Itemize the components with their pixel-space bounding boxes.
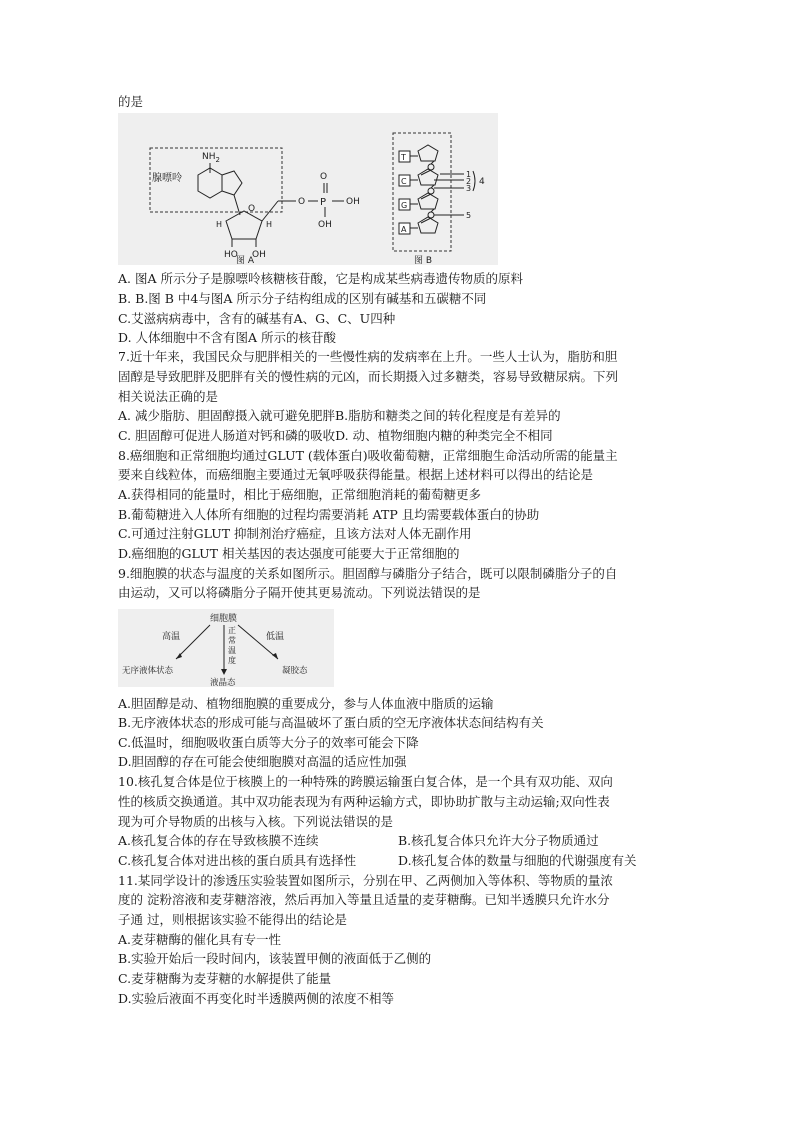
normal-temp-label: 度 xyxy=(228,656,236,665)
phosphorus-label: P xyxy=(320,197,327,208)
liquid-crystal-state: 液晶态 xyxy=(210,678,236,687)
high-temp-label: 高温 xyxy=(162,632,181,642)
figure-b-caption: 图 B xyxy=(414,256,433,265)
q6-option-b: B. B.图 B 中4与图A 所示分子结构组成的区别有碱基和五碳糖不同 xyxy=(118,291,487,306)
q10-option-b: B.核孔复合体只允许大分子物质通过 xyxy=(398,833,599,848)
q11-stem-line: 11.某同学设计的渗透压实验装置如图所示，分别在甲、乙两侧加入等体积、等物质的量浓 xyxy=(118,873,613,888)
q7-options-cd: C. 胆固醇可促进人肠道对钙和磷的吸收D. 动、植物细胞内糖的种类完全不相同 xyxy=(118,428,553,443)
membrane-label: 细胞膜 xyxy=(210,614,238,624)
q8-stem-line: 8.癌细胞和正常细胞均通过GLUT (载体蛋白)吸收葡萄糖，正常细胞生命活动所需的能量主 xyxy=(118,448,618,463)
q10-option-c: C.核孔复合体对进出核的蛋白质具有选择性 xyxy=(118,853,357,868)
q9-stem-line: 9.细胞膜的状态与温度的关系如图所示。胆固醇与磷脂分子结合，既可以限制磷脂分子的自 xyxy=(118,566,618,581)
q10-option-a: A.核孔复合体的存在导致核膜不连续 xyxy=(118,833,319,848)
phosphate-hydroxyl-label: OH xyxy=(346,197,360,207)
normal-temp-label: 正 xyxy=(228,626,236,635)
label-2: 2 xyxy=(466,177,472,186)
base-c-label: C xyxy=(401,177,407,186)
q7-stem-line: 固醇是导致肥胖及肥胖有关的慢性病的元凶，而长期摄入过多糖类，容易导致糖尿病。下列 xyxy=(118,369,619,384)
q11-option-a: A.麦芽糖酶的催化具有专一性 xyxy=(118,932,282,947)
hydroxyl-label: OH xyxy=(252,250,266,260)
q6-option-c: C.艾滋病病毒中，含有的碱基有A、G、C、U四种 xyxy=(118,311,396,326)
gel-state: 凝胶态 xyxy=(282,666,308,676)
q7-options-ab: A. 减少脂肪、胆固醇摄入就可避免肥胖B.脂肪和糖类之间的转化程度是有差异的 xyxy=(118,408,561,423)
q8-option-a: A.获得相同的能量时，相比于癌细胞，正常细胞消耗的葡萄糖更多 xyxy=(118,487,482,502)
label-4: 4 xyxy=(479,177,485,187)
q10-option-d: D.核孔复合体的数量与细胞的代谢强度有关 xyxy=(398,853,637,868)
base-a-label: A xyxy=(401,225,407,234)
hydrogen-label: H xyxy=(216,220,223,229)
ring-oxygen-label: O xyxy=(248,204,256,214)
q8-option-b: B.葡萄糖进入人体所有细胞的过程均需要消耗 ATP 且均需要载体蛋白的协助 xyxy=(118,507,540,522)
q8-option-c: C.可通过注射GLUT 抑制剂治疗癌症，且该方法对人体无副作用 xyxy=(118,526,472,541)
q9-option-d: D.胆固醇的存在可能会使细胞膜对高温的适应性加强 xyxy=(118,754,407,769)
q7-stem-line: 7.近十年来，我国民众与肥胖相关的一些慢性病的发病率在上升。一些人士认为，脂肪和胆 xyxy=(118,349,618,364)
amino-group-label: $NH_2$ xyxy=(202,152,220,164)
question-stem-continuation: 的是 xyxy=(118,94,144,109)
base-g-label: G xyxy=(401,201,408,210)
q9-option-a: A.胆固醇是动、植物细胞膜的重要成分，参与人体血液中脂质的运输 xyxy=(118,696,494,711)
phosphate-oxygen-label: O xyxy=(320,172,328,182)
q11-stem-line: 度的 淀粉溶液和麦芽糖溶液，然后再加入等量且适量的麦芽糖酶。已知半透膜只允许水分 xyxy=(118,892,610,907)
ester-oxygen-label: O xyxy=(298,197,306,207)
q11-option-d: D.实验后液面不再变化时半透膜两侧的浓度不相等 xyxy=(118,991,395,1006)
figure-a-caption: 图 A xyxy=(236,256,255,265)
figure-membrane-temperature xyxy=(118,609,334,687)
q9-option-b: B.无序液体状态的形成可能与高温破坏了蛋白质的空无序液体状态间结构有关 xyxy=(118,715,544,730)
label-5: 5 xyxy=(466,211,472,220)
q10-stem-line: 10.核孔复合体是位于核膜上的一种特殊的跨膜运输蛋白复合体，是一个具有双功能、双向 xyxy=(118,774,613,789)
normal-temp-label: 温 xyxy=(228,646,236,655)
q7-stem-line: 相关说法正确的是 xyxy=(118,389,219,404)
hydrogen-label: H xyxy=(266,220,273,229)
q6-option-d: D. 人体细胞中不含有图A 所示的核苷酸 xyxy=(118,330,337,345)
label-1: 1 xyxy=(466,170,472,179)
q11-stem-line: 子通 过，则根据该实验不能得出的结论是 xyxy=(118,912,347,927)
q11-option-b: B.实验开始后一段时间内，该装置甲侧的液面低于乙侧的 xyxy=(118,951,432,966)
q10-stem-line: 现为可介导物质的出核与入核。下列说法错误的是 xyxy=(118,814,394,829)
hydroxyl-label: HO xyxy=(224,250,238,260)
phosphate-hydroxyl-label: OH xyxy=(318,220,332,230)
q8-option-d: D.癌细胞的GLUT 相关基因的表达强度可能要大于正常细胞的 xyxy=(118,546,460,561)
disordered-liquid-state: 无序液体状态 xyxy=(122,666,174,676)
figure-a-adenine-nucleotide xyxy=(118,113,498,265)
label-3: 3 xyxy=(466,184,472,193)
q9-option-c: C.低温时，细胞吸收蛋白质等大分子的效率可能会下降 xyxy=(118,735,419,750)
q10-stem-line: 性的核质交换通道。其中双功能表现为有两种运输方式，即协助扩散与主动运输;双向性表 xyxy=(118,794,610,809)
base-t-label: T xyxy=(401,153,406,162)
q8-stem-line: 要来自线粒体，而癌细胞主要通过无氧呼吸获得能量。根据上述材料可以得出的结论是 xyxy=(118,467,594,482)
q6-option-a: A. 图A 所示分子是腺嘌呤核糖核苷酸，它是构成某些病毒遗传物质的原料 xyxy=(118,271,523,286)
low-temp-label: 低温 xyxy=(266,632,285,642)
adenine-box-label: 腺嘌呤 xyxy=(152,173,182,184)
normal-temp-label: 常 xyxy=(228,636,236,645)
q9-stem-line: 由运动，又可以将磷脂分子隔开使其更易流动。下列说法错误的是 xyxy=(118,585,481,600)
q11-option-c: C.麦芽糖酶为麦芽糖的水解提供了能量 xyxy=(118,971,332,986)
